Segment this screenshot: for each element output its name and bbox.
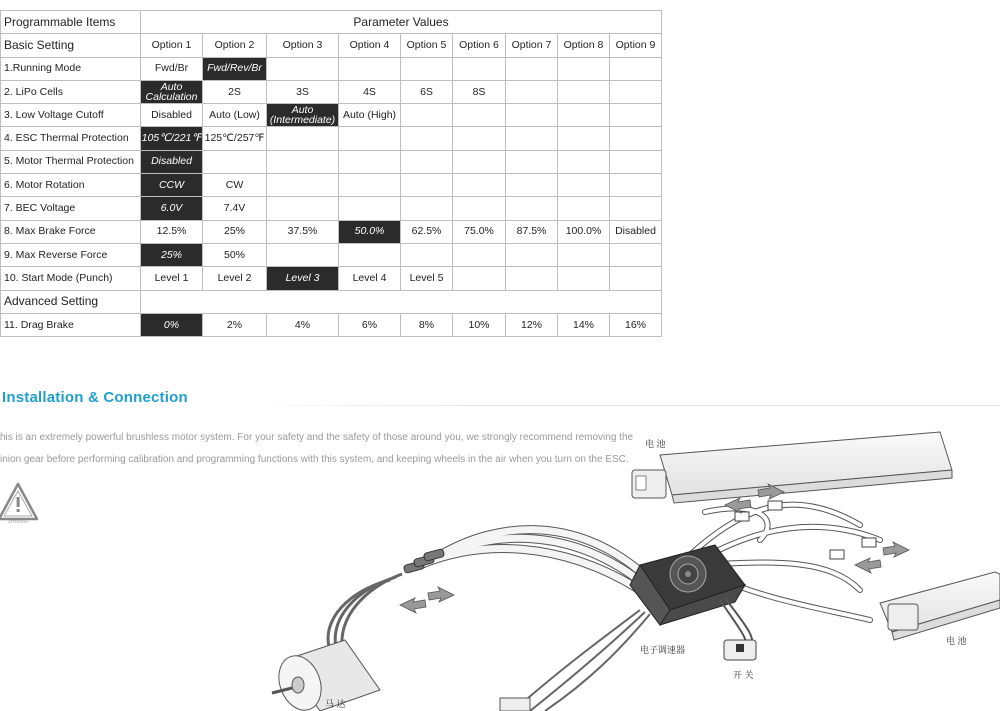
table-cell: 3S — [267, 80, 339, 103]
table-row — [1, 150, 662, 173]
table-cell: 8S — [453, 80, 506, 103]
table-cell-selected: Auto (Intermediate) — [267, 104, 339, 127]
table-cell — [339, 127, 401, 150]
table-cell-selected: 105℃/221℉ — [141, 127, 203, 150]
table-row — [1, 80, 662, 103]
table-cell: Level 4 — [339, 267, 401, 290]
table-cell — [267, 174, 339, 197]
table-cell — [558, 57, 610, 80]
table-cell — [558, 80, 610, 103]
table-cell — [506, 80, 558, 103]
basic-setting-label: Basic Setting — [1, 34, 141, 57]
table-cell — [339, 150, 401, 173]
table-row — [1, 220, 662, 243]
battery-top-label: 电 池 — [645, 439, 666, 449]
table-cell: 8% — [401, 313, 453, 336]
table-cell: 6% — [339, 313, 401, 336]
table-cell — [453, 104, 506, 127]
table-cell: 50% — [203, 243, 267, 266]
row-label: 1.Running Mode — [1, 57, 141, 80]
table-cell — [339, 57, 401, 80]
table-cell — [453, 197, 506, 220]
table-cell: 62.5% — [401, 220, 453, 243]
table-cell: Level 1 — [141, 267, 203, 290]
table-cell-selected: 50.0% — [339, 220, 401, 243]
programmable-items-header: Programmable Items — [1, 11, 141, 34]
parameter-values-header: Parameter Values — [141, 11, 662, 34]
table-cell — [267, 243, 339, 266]
battery-right — [880, 572, 1000, 640]
table-cell — [401, 57, 453, 80]
table-cell — [506, 243, 558, 266]
table-cell — [558, 174, 610, 197]
table-cell — [339, 197, 401, 220]
table-cell: 25% — [203, 220, 267, 243]
table-cell — [267, 150, 339, 173]
table-cell — [453, 267, 506, 290]
table-cell-selected: Fwd/Rev/Br — [203, 57, 267, 80]
option-header: Option 1 — [141, 34, 203, 57]
table-cell-selected: Auto Calculation — [141, 80, 203, 103]
table-cell — [558, 243, 610, 266]
table-cell: Level 5 — [401, 267, 453, 290]
table-cell — [506, 104, 558, 127]
table-cell — [506, 267, 558, 290]
switch-label: 开 关 — [733, 670, 754, 680]
table-cell — [401, 150, 453, 173]
option-header: Option 4 — [339, 34, 401, 57]
table-cell: 75.0% — [453, 220, 506, 243]
switch — [724, 640, 756, 660]
table-cell: Level 2 — [203, 267, 267, 290]
table-cell — [453, 57, 506, 80]
receiver-wires — [520, 610, 650, 711]
table-cell — [506, 174, 558, 197]
table-cell — [401, 243, 453, 266]
table-cell: Auto (High) — [339, 104, 401, 127]
option-header: Option 5 — [401, 34, 453, 57]
table-cell — [610, 267, 662, 290]
table-cell-selected: 6.0V — [141, 197, 203, 220]
table-cell-selected: Level 3 — [267, 267, 339, 290]
row-label: 5. Motor Thermal Protection — [1, 150, 141, 173]
table-row — [1, 313, 662, 336]
table-cell: 10% — [453, 313, 506, 336]
advanced-setting-row — [1, 290, 662, 313]
row-label: 3. Low Voltage Cutoff — [1, 104, 141, 127]
table-cell — [453, 150, 506, 173]
table-cell: 4% — [267, 313, 339, 336]
battery-top — [632, 432, 952, 503]
table-cell: 4S — [339, 80, 401, 103]
table-cell: 6S — [401, 80, 453, 103]
table-cell — [610, 127, 662, 150]
table-cell-selected: 0% — [141, 313, 203, 336]
table-cell — [506, 57, 558, 80]
table-cell — [558, 150, 610, 173]
table-cell-selected: CCW — [141, 174, 203, 197]
table-cell — [401, 174, 453, 197]
option-header: Option 9 — [610, 34, 662, 57]
option-header: Option 2 — [203, 34, 267, 57]
option-header: Option 6 — [453, 34, 506, 57]
table-row — [1, 57, 662, 80]
warning-icon — [0, 481, 40, 525]
table-cell — [558, 267, 610, 290]
table-cell — [558, 127, 610, 150]
table-cell: Disabled — [141, 104, 203, 127]
table-cell: 37.5% — [267, 220, 339, 243]
table-cell: 12% — [506, 313, 558, 336]
table-cell: CW — [203, 174, 267, 197]
battery-right-label: 电 池 — [946, 636, 967, 646]
table-row — [1, 197, 662, 220]
table-cell — [558, 104, 610, 127]
table-cell: 125℃/257℉ — [203, 127, 267, 150]
table-cell — [203, 150, 267, 173]
table-cell: 100.0% — [558, 220, 610, 243]
table-cell — [610, 150, 662, 173]
table-cell — [267, 197, 339, 220]
table-cell — [610, 197, 662, 220]
table-cell: Fwd/Br — [141, 57, 203, 80]
table-row — [1, 127, 662, 150]
table-cell — [401, 197, 453, 220]
table-cell: 2% — [203, 313, 267, 336]
row-label: 4. ESC Thermal Protection — [1, 127, 141, 150]
table-cell: 7.4V — [203, 197, 267, 220]
table-header-row — [1, 11, 662, 34]
table-cell: 14% — [558, 313, 610, 336]
table-cell — [558, 197, 610, 220]
table-row — [1, 267, 662, 290]
parameter-table — [0, 10, 662, 337]
safety-paragraph-line-2: inion gear before performing calibration and programming functions with this system, and keeping wheels in the air when you turn on the ESC. — [0, 454, 629, 465]
table-cell — [267, 127, 339, 150]
table-cell: 87.5% — [506, 220, 558, 243]
row-label: 7. BEC Voltage — [1, 197, 141, 220]
table-cell — [610, 243, 662, 266]
table-cell — [453, 127, 506, 150]
table-cell — [339, 243, 401, 266]
safety-paragraph-line-1: his is an extremely powerful brushless motor system. For your safety and the safety of those around you, we strongly recommend removing the — [0, 432, 634, 443]
table-cell — [506, 150, 558, 173]
row-label: 6. Motor Rotation — [1, 174, 141, 197]
table-cell — [453, 174, 506, 197]
advanced-setting-spacer — [141, 290, 662, 313]
table-cell-selected: Disabled — [141, 150, 203, 173]
row-label: 8. Max Brake Force — [1, 220, 141, 243]
table-cell: 2S — [203, 80, 267, 103]
table-cell — [506, 197, 558, 220]
receiver-plug — [500, 698, 530, 711]
warning-icon-label: ATTENTION — [8, 520, 28, 524]
table-cell: Auto (Low) — [203, 104, 267, 127]
installation-heading: Installation & Connection — [2, 389, 188, 406]
table-cell — [610, 104, 662, 127]
option-header: Option 7 — [506, 34, 558, 57]
table-cell — [267, 57, 339, 80]
row-label: 10. Start Mode (Punch) — [1, 267, 141, 290]
table-cell: 16% — [610, 313, 662, 336]
table-row — [1, 174, 662, 197]
row-label: 9. Max Reverse Force — [1, 243, 141, 266]
basic-setting-row — [1, 34, 662, 57]
advanced-setting-label: Advanced Setting — [1, 290, 141, 313]
row-label: 2. LiPo Cells — [1, 80, 141, 103]
connection-diagram — [0, 400, 1000, 711]
table-cell — [610, 80, 662, 103]
table-cell: Disabled — [610, 220, 662, 243]
table-cell: 12.5% — [141, 220, 203, 243]
table-cell — [610, 57, 662, 80]
table-cell — [610, 174, 662, 197]
option-header: Option 8 — [558, 34, 610, 57]
table-row — [1, 243, 662, 266]
table-cell — [401, 104, 453, 127]
table-row — [1, 104, 662, 127]
table-cell — [506, 127, 558, 150]
table-cell — [339, 174, 401, 197]
option-header: Option 3 — [267, 34, 339, 57]
table-cell — [401, 127, 453, 150]
motor-label: 马 达 — [325, 699, 346, 709]
table-cell — [453, 243, 506, 266]
motor-leads — [328, 574, 402, 650]
table-cell-selected: 25% — [141, 243, 203, 266]
row-label: 11. Drag Brake — [1, 313, 141, 336]
esc-label: 电子调速器 — [640, 645, 686, 655]
